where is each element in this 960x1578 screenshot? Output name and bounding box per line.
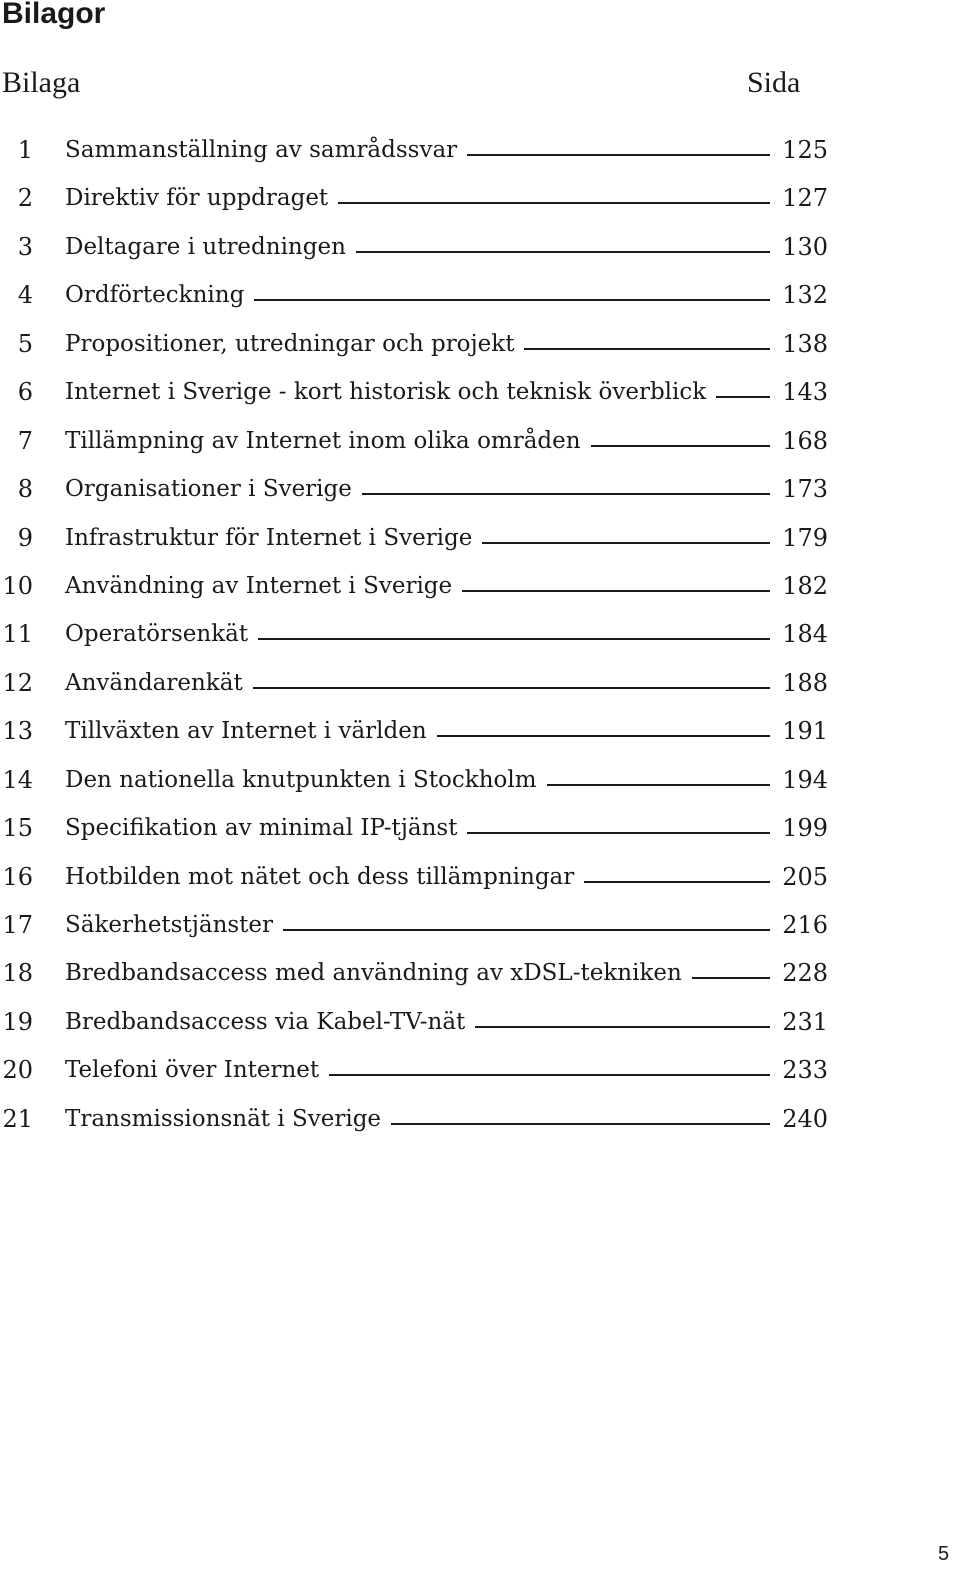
toc-entry-number: 7: [17, 426, 33, 455]
toc-entry-title-row: [65, 273, 770, 317]
toc-entry-title-row: [65, 564, 770, 608]
toc-entry-number: 9: [17, 523, 33, 552]
toc-entry-title-row: [65, 709, 770, 753]
toc-entry: [0, 709, 960, 757]
toc-entry-page: 179: [782, 523, 828, 552]
toc-entry-page: 194: [782, 765, 828, 794]
toc-entry-title: Sammanställning av samrådssvar: [65, 137, 458, 163]
toc-entry: [0, 1048, 960, 1096]
toc-leader-line: [258, 638, 770, 640]
toc-entry: [0, 951, 960, 999]
toc-entry-page: 233: [782, 1056, 828, 1085]
toc-entry-number: 16: [2, 862, 33, 891]
toc-entry-page: 173: [782, 475, 828, 504]
toc-entry-title: Tillämpning av Internet inom olika områden: [65, 427, 581, 454]
toc-leader-line: [462, 590, 770, 592]
toc-entry-page: 199: [782, 814, 828, 843]
toc-leader-line: [692, 977, 770, 979]
toc-entry-title-row: [65, 806, 770, 850]
toc-leader-line: [467, 154, 770, 156]
toc-entry-number: 10: [2, 571, 33, 600]
toc-entry: [0, 661, 960, 709]
toc-leader-line: [338, 202, 770, 204]
toc-entry-page: 240: [782, 1104, 828, 1133]
toc-entry-title: Specifikation av minimal IP-tjänst: [65, 815, 458, 842]
column-header-bilaga: Bilaga: [2, 66, 81, 99]
toc-entry: [0, 758, 960, 806]
toc-entry-number: 2: [17, 184, 33, 213]
toc-entry: [0, 370, 960, 418]
toc-entry-title-row: [65, 951, 770, 995]
toc-entry: [0, 467, 960, 515]
toc-entry-number: 13: [2, 717, 33, 746]
toc-entry-title-row: [65, 322, 770, 366]
toc-entry-page: 125: [782, 136, 828, 164]
toc-entry-number: 8: [17, 475, 33, 504]
toc-entry-title-row: [65, 1097, 770, 1141]
toc-entry-page: 143: [782, 378, 828, 407]
toc-entry-page: 188: [782, 668, 828, 697]
toc-entry-title: Organisationer i Sverige: [65, 476, 352, 503]
toc-entry-title-row: [65, 419, 770, 463]
toc-entry-title: Direktiv för uppdraget: [65, 185, 329, 212]
toc-entry-title-row: [65, 225, 770, 269]
toc-leader-line: [584, 881, 770, 883]
toc-entry: [0, 1097, 960, 1145]
toc-entry-title-row: [65, 661, 770, 705]
page-heading: Bilagor: [2, 0, 106, 30]
toc-entry-number: 15: [2, 814, 33, 843]
toc-entry-number: 20: [2, 1056, 33, 1085]
toc-leader-line: [437, 735, 770, 737]
toc-entry-title-row: [65, 176, 770, 220]
toc-entry: [0, 128, 960, 176]
toc-entry-title: Den nationella knutpunkten i Stockholm: [65, 766, 537, 793]
toc-leader-line: [467, 832, 770, 834]
toc-entry: [0, 273, 960, 321]
toc-entry-title-row: [65, 903, 770, 947]
toc-entry-page: 127: [782, 184, 828, 213]
toc-entry-title: Deltagare i utredningen: [65, 233, 346, 260]
toc-entry: [0, 806, 960, 854]
appendix-list: [0, 128, 960, 1145]
toc-entry-title-row: [65, 1000, 770, 1044]
toc-entry-title: Operatörsenkät: [65, 621, 249, 648]
toc-entry: [0, 419, 960, 467]
toc-entry-number: 11: [2, 620, 33, 649]
toc-entry-title-row: [65, 128, 770, 172]
toc-entry-title-row: [65, 467, 770, 511]
toc-leader-line: [329, 1074, 770, 1076]
toc-entry-number: 18: [2, 959, 33, 988]
toc-leader-line: [362, 493, 770, 495]
toc-entry-title-row: [65, 1048, 770, 1092]
toc-entry-title: Användarenkät: [65, 669, 243, 696]
toc-entry: [0, 1000, 960, 1048]
toc-leader-line: [716, 396, 770, 398]
toc-entry-title: Hotbilden mot nätet och dess tillämpningar: [65, 863, 575, 890]
toc-entry-number: 19: [2, 1007, 33, 1036]
toc-entry-page: 132: [782, 281, 828, 310]
toc-leader-line: [391, 1123, 770, 1125]
toc-entry: [0, 322, 960, 370]
toc-entry-title: Transmissionsnät i Sverige: [65, 1105, 382, 1132]
toc-entry-title: Telefoni över Internet: [65, 1057, 320, 1084]
toc-entry-title-row: [65, 855, 770, 899]
toc-entry-title: Bredbandsaccess med användning av xDSL-tekniken: [65, 960, 682, 987]
toc-leader-line: [547, 784, 770, 786]
toc-entry-number: 21: [2, 1104, 33, 1133]
toc-leader-line: [475, 1026, 770, 1028]
toc-entry-number: 4: [17, 281, 33, 310]
toc-entry-number: 1: [17, 136, 33, 164]
toc-entry-page: 205: [782, 862, 828, 891]
column-header-sida: Sida: [747, 66, 801, 99]
toc-entry-number: 6: [17, 378, 33, 407]
toc-leader-line: [253, 687, 770, 689]
toc-entry-number: 5: [17, 329, 33, 358]
toc-entry-page: 130: [782, 232, 828, 261]
toc-entry: [0, 612, 960, 660]
toc-leader-line: [356, 251, 770, 253]
toc-leader-line: [591, 445, 770, 447]
toc-entry-page: 182: [782, 571, 828, 600]
toc-entry-number: 14: [2, 765, 33, 794]
toc-entry-title-row: [65, 516, 770, 560]
toc-entry-title: Tillväxten av Internet i världen: [65, 718, 427, 745]
toc-leader-line: [254, 299, 770, 301]
toc-entry-title: Infrastruktur för Internet i Sverige: [65, 524, 473, 551]
toc-entry-page: 184: [782, 620, 828, 649]
toc-entry-title-row: [65, 370, 770, 414]
toc-entry: [0, 903, 960, 951]
toc-entry-page: 191: [782, 717, 828, 746]
toc-entry-number: 12: [2, 668, 33, 697]
toc-entry: [0, 516, 960, 564]
toc-entry-page: 231: [782, 1007, 828, 1036]
toc-entry-title: Bredbandsaccess via Kabel-TV-nät: [65, 1008, 466, 1035]
toc-entry-page: 168: [782, 426, 828, 455]
toc-entry-title: Användning av Internet i Sverige: [65, 572, 453, 599]
toc-entry: [0, 225, 960, 273]
toc-leader-line: [482, 542, 770, 544]
toc-entry-page: 216: [782, 911, 828, 939]
toc-entry: [0, 176, 960, 224]
toc-entry-page: 228: [782, 959, 828, 988]
toc-entry-title: Internet i Sverige - kort historisk och teknisk överblick: [65, 379, 707, 406]
toc-entry-number: 17: [2, 911, 33, 939]
toc-entry-title-row: [65, 612, 770, 656]
toc-entry-title-row: [65, 758, 770, 802]
toc-leader-line: [283, 929, 770, 931]
toc-entry-title: Propositioner, utredningar och projekt: [65, 330, 515, 357]
toc-entry: [0, 564, 960, 612]
toc-entry-page: 138: [782, 329, 828, 358]
toc-entry-number: 3: [17, 232, 33, 261]
toc-entry-title: Säkerhetstjänster: [65, 912, 274, 938]
toc-leader-line: [524, 348, 770, 350]
page-number: 5: [938, 1543, 950, 1565]
toc-entry-title: Ordförteckning: [65, 282, 245, 309]
toc-entry: [0, 855, 960, 903]
